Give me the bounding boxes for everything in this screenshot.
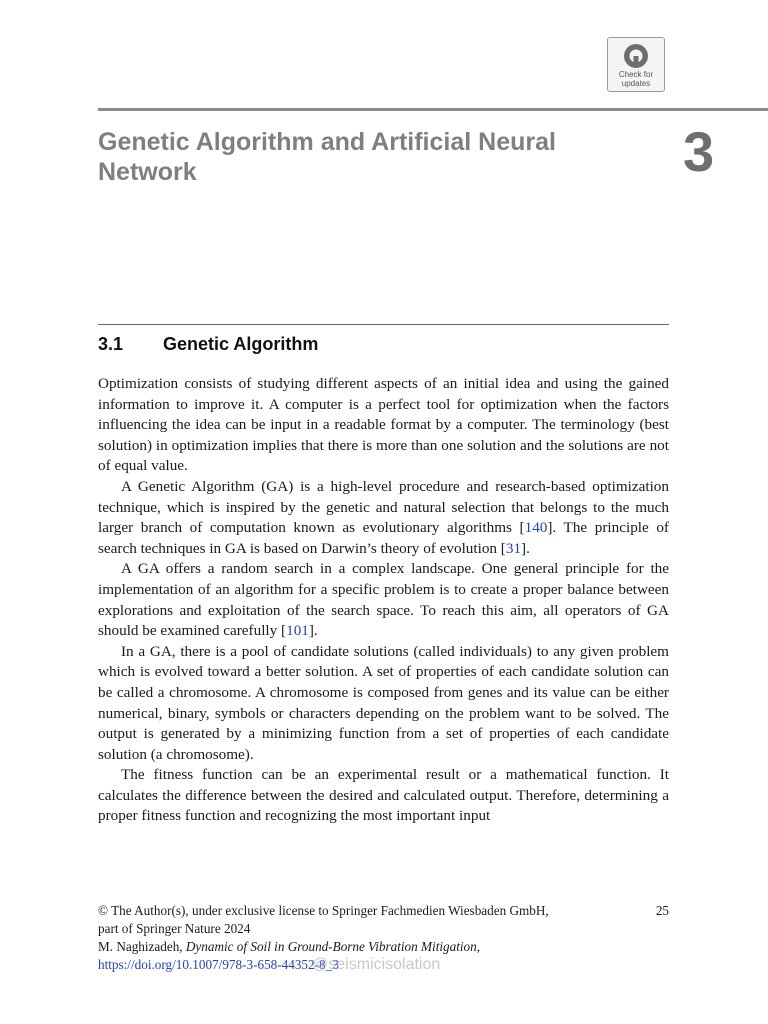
citation-link[interactable]: 140 — [524, 519, 548, 537]
badge-label-1: Check for — [618, 70, 654, 79]
section-rule — [98, 324, 669, 325]
paragraph-2-text-c: ]. — [521, 539, 530, 557]
citation-link[interactable]: 101 — [286, 622, 309, 640]
book-title: Dynamic of Soil in Ground-Borne Vibration Mitigation — [185, 939, 477, 954]
paragraph-2-text-a: A Genetic Algorithm (GA) is a high-level procedure and research-based optimization technique, which is inspired by the genetic and natural selection that belongs to the much larger branch of computation known as evolutionary algorithms [ — [98, 477, 669, 537]
paragraph-4: In a GA, there is a pool of candidate solutions (called individuals) to any given problem which is evolved toward a better solution. A set of properties of each candidate solution can be called a chromosome. A chromosome is composed from genes and its value can be either numerical, binary, symbols or characters depending on the problem want to be solved. The output is generated by a minimizing function from a set of properties of each candidate solution (a chromosome). — [98, 642, 669, 763]
badge-label-2: updates — [621, 79, 651, 88]
copyright-line: © The Author(s), under exclusive license to Springer Fachmedien Wiesbaden GmbH, — [98, 903, 549, 918]
section-title: Genetic Algorithm — [163, 334, 319, 354]
check-for-updates-badge[interactable] — [607, 37, 665, 92]
section-number: 3.1 — [98, 334, 124, 354]
chapter-title: Genetic Algorithm and Artificial Neural Network — [98, 128, 556, 186]
paragraph-3 — [98, 559, 669, 641]
paragraph-3-text-b: ]. — [308, 622, 318, 640]
chapter-top-rule — [98, 108, 768, 111]
crossmark-icon — [622, 42, 650, 70]
citation-line — [98, 938, 669, 956]
chapter-number: 3 — [683, 120, 715, 183]
paragraph-2 — [98, 477, 669, 559]
watermark: @seismicisolation — [312, 956, 441, 973]
page-number: 25 — [655, 903, 669, 918]
paragraph-3-text-a: A GA offers a random search in a complex landscape. One general principle for the implementation of an algorithm for a specific problem is to create a proper balance between explorations and exploitation of the search space. To reach this aim, all operators of GA should be examined carefully [ — [98, 560, 669, 640]
paragraph-5: The fitness function can be an experimental result or a mathematical function. It calculates the difference between the desired and calculated output. Therefore, determining a proper fitness function and recognizing the most important input — [98, 766, 669, 825]
author-name: M. Naghizadeh, — [98, 939, 186, 954]
copyright-line-2: part of Springer Nature 2024 — [98, 921, 251, 936]
citation-link[interactable]: 31 — [505, 539, 522, 557]
body-text — [98, 374, 669, 827]
section-heading — [98, 333, 318, 355]
doi-link[interactable]: https://doi.org/10.1007/978-3-658-44352-8_3 — [98, 957, 339, 972]
paragraph-1: Optimization consists of studying different aspects of an initial idea and using the gained information to improve it. A computer is a perfect tool for optimization when the factors influencing the idea can be input in a readable format by a computer. The terminology (best solution) in optimization implies that there is more than one solution and the solutions are not of equal value. — [98, 375, 669, 475]
book-title-suffix: , — [476, 939, 481, 954]
paragraph-2-text-b: ]. The principle of search techniques in GA is based on Darwin’s theory of evolution [ — [98, 519, 669, 557]
